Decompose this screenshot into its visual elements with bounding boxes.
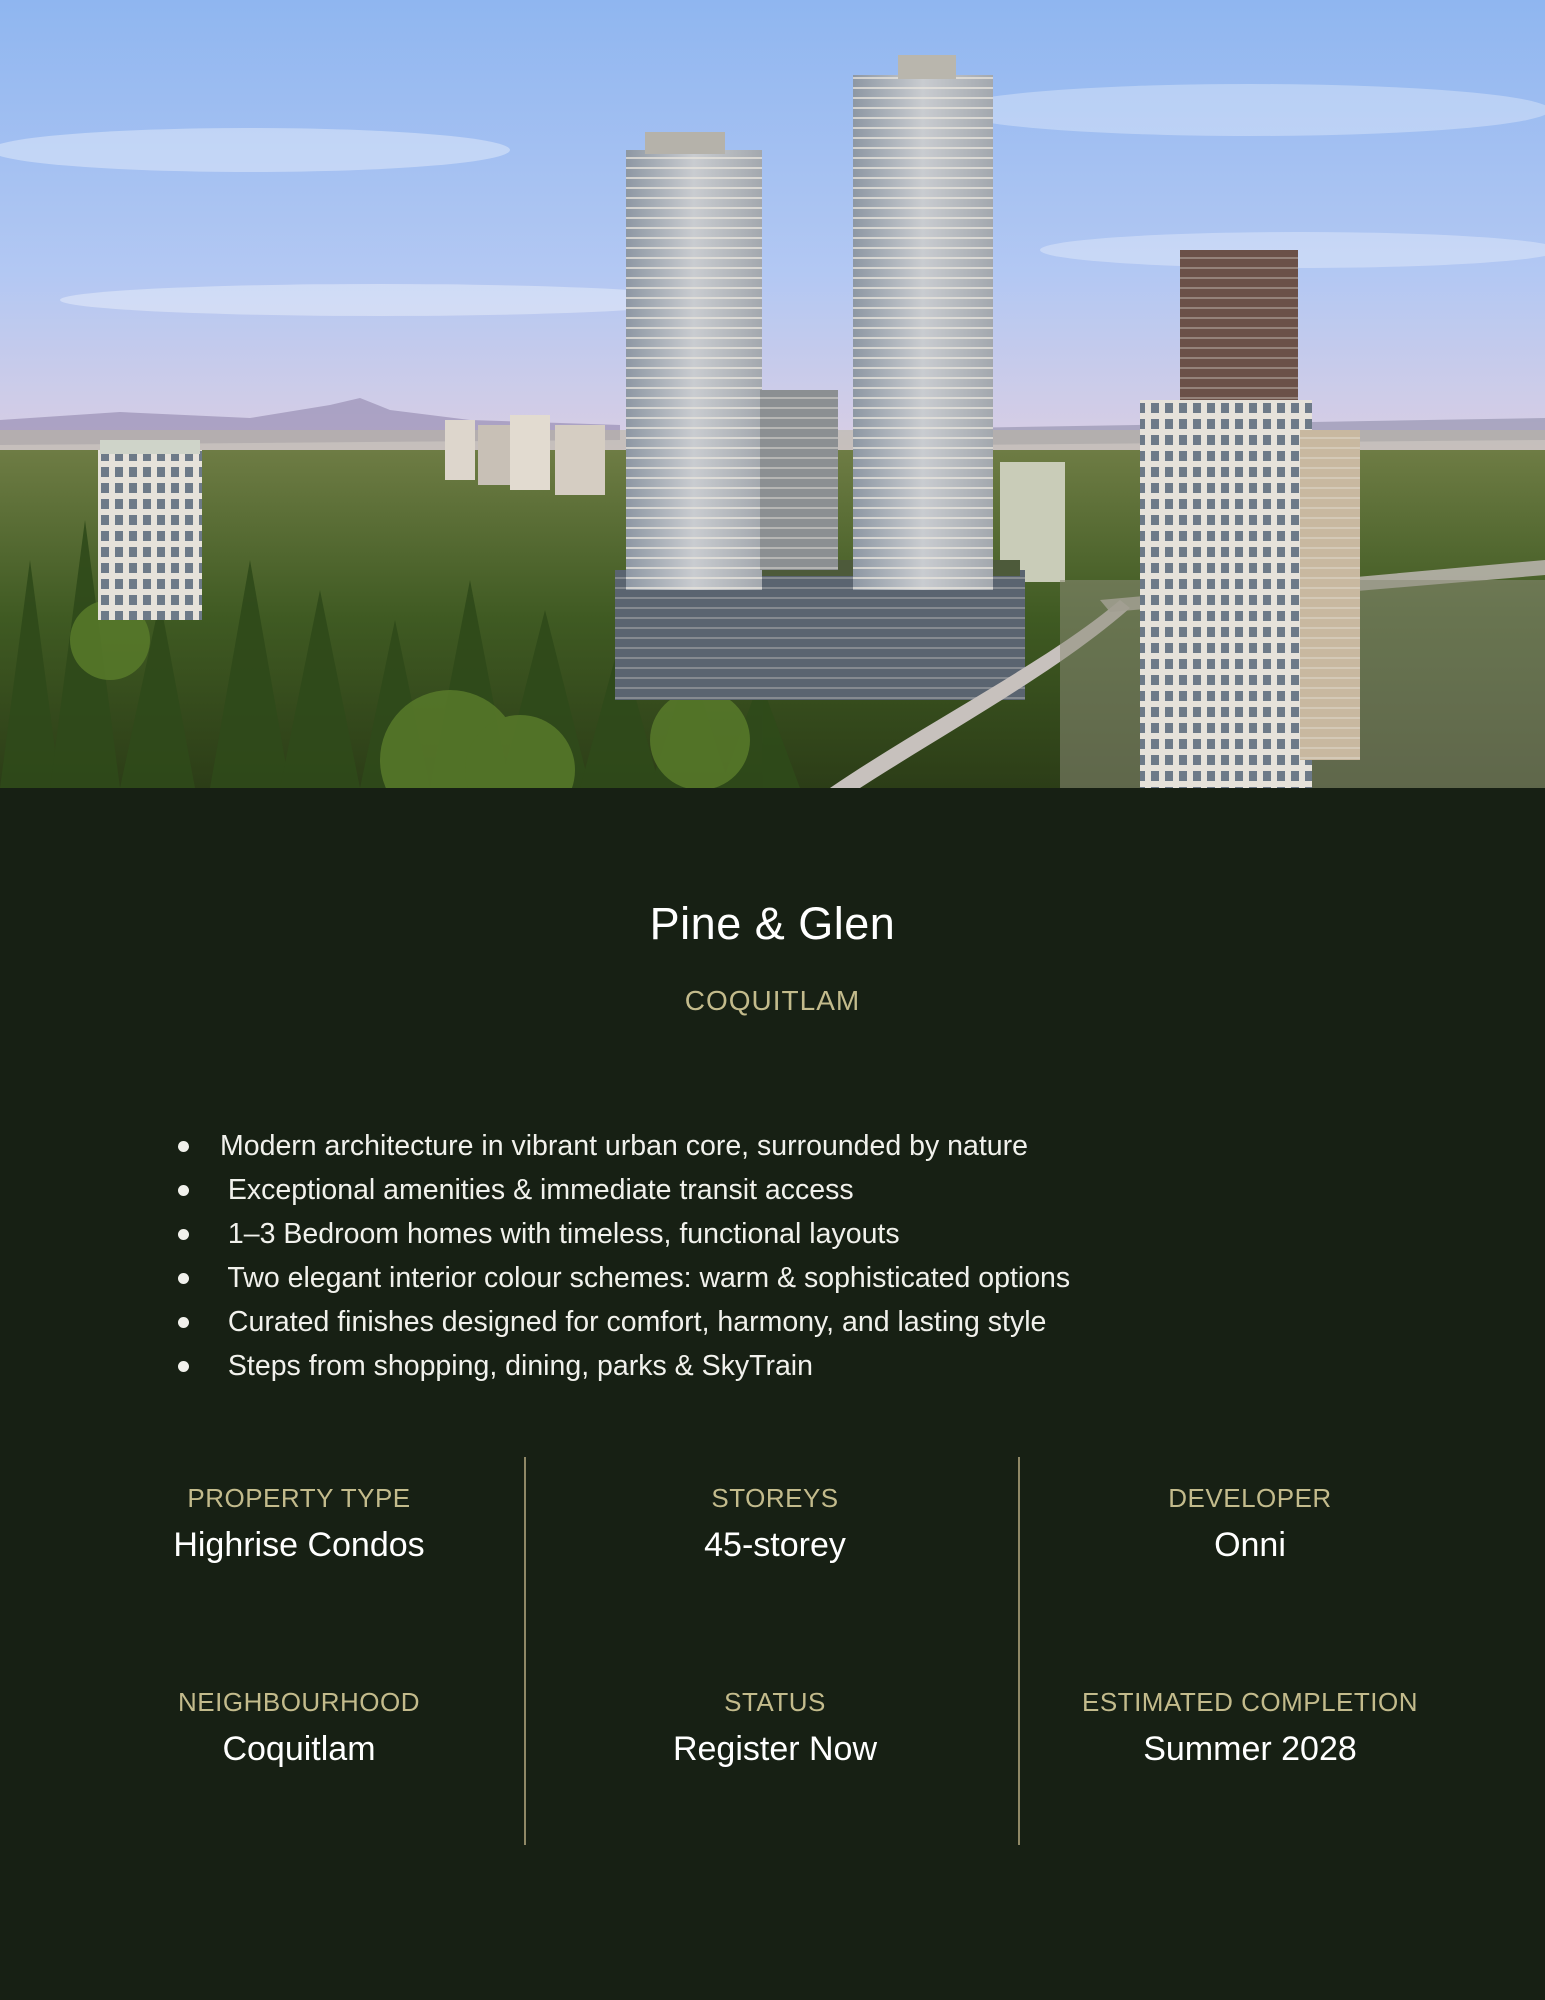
project-city: COQUITLAM — [684, 985, 861, 1016]
detail-completion — [1000, 1685, 1500, 1769]
detail-label: ESTIMATED COMPLETION — [1082, 1687, 1418, 1717]
detail-neighbourhood — [49, 1685, 549, 1769]
detail-developer — [1000, 1481, 1500, 1565]
list-item — [172, 1258, 1372, 1302]
list-item — [172, 1214, 1372, 1258]
list-item — [172, 1170, 1372, 1214]
bullet-icon — [178, 1141, 189, 1152]
feature-text: Curated finishes designed for comfort, harmony, and lasting style — [220, 1306, 1047, 1338]
feature-text: Exceptional amenities & immediate transit access — [220, 1174, 854, 1206]
hero-illustration — [0, 0, 1545, 788]
list-item — [172, 1126, 1372, 1170]
detail-value: Coquitlam — [222, 1730, 376, 1768]
detail-value: 45-storey — [704, 1526, 846, 1564]
feature-text: 1–3 Bedroom homes with timeless, functional layouts — [220, 1218, 900, 1250]
bullet-icon — [178, 1185, 189, 1196]
detail-storeys — [525, 1481, 1025, 1565]
list-item — [172, 1302, 1372, 1346]
detail-value: Summer 2028 — [1143, 1730, 1357, 1768]
feature-text: Steps from shopping, dining, parks & SkyTrain — [220, 1350, 813, 1382]
detail-property-type — [49, 1481, 549, 1565]
bullet-icon — [178, 1229, 189, 1240]
project-title: Pine & Glen — [649, 898, 896, 949]
detail-label: DEVELOPER — [1168, 1483, 1332, 1513]
detail-label: STOREYS — [711, 1483, 839, 1513]
bullet-icon — [178, 1317, 189, 1328]
detail-status — [525, 1685, 1025, 1769]
hero-image — [0, 0, 1545, 788]
detail-label: STATUS — [724, 1687, 826, 1717]
bullet-icon — [178, 1273, 189, 1284]
detail-label: PROPERTY TYPE — [187, 1483, 411, 1513]
detail-value: Onni — [1214, 1526, 1286, 1564]
feature-text: Modern architecture in vibrant urban core, surrounded by nature — [220, 1130, 1028, 1162]
feature-list — [172, 1126, 1372, 1390]
detail-value: Highrise Condos — [173, 1526, 425, 1564]
list-item — [172, 1346, 1372, 1390]
bullet-icon — [178, 1361, 189, 1372]
detail-value: Register Now — [672, 1730, 878, 1768]
feature-text: Two elegant interior colour schemes: warm & sophisticated options — [220, 1262, 1071, 1294]
detail-label: NEIGHBOURHOOD — [178, 1687, 420, 1717]
